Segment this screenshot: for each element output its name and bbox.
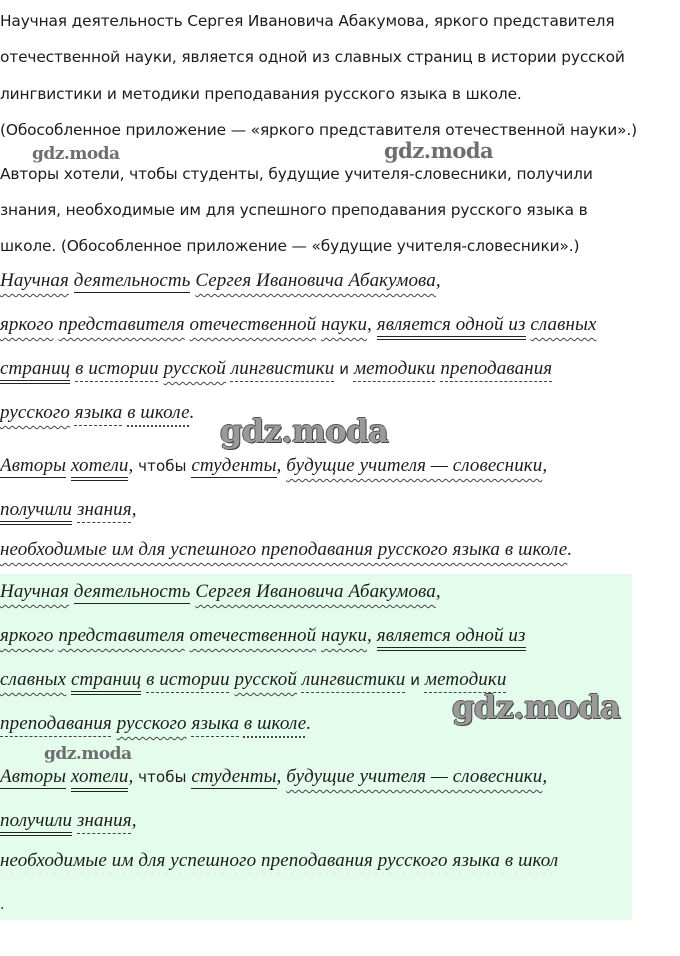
word-attribute: науки (321, 625, 368, 646)
word-subject: Авторы (0, 455, 67, 476)
word-subject: деятельность (73, 581, 191, 602)
word-appositive: будущие учителя — словесники (286, 766, 543, 787)
analysis-line-6 (0, 497, 137, 523)
analysis-line-1 (0, 268, 441, 294)
word-adverbial: в школе (243, 713, 307, 734)
word-conjunction: и (339, 360, 350, 378)
word-object: методики (353, 358, 436, 379)
word-object: лингвистики (301, 669, 406, 690)
word-subject: деятельность (73, 270, 191, 291)
word-predicate: является одной из (377, 314, 526, 340)
word-attribute: русской (234, 669, 297, 690)
word-attribute: Научная (0, 270, 69, 291)
word-attribute: науки (321, 314, 368, 335)
analysis-line-13 (0, 808, 137, 834)
word-object: знания (77, 810, 132, 831)
word-object: преподавания (0, 713, 112, 734)
word-appositive: представителя (58, 314, 185, 335)
word-attribute: русского (116, 713, 187, 734)
punctuation: . (567, 539, 573, 560)
punctuation: , (276, 455, 282, 476)
text-line-7: школе. (Обособленное приложение — «будущие учителя-словесники».) (0, 237, 580, 255)
word-appositive: представителя (58, 625, 185, 646)
watermark-logo: gdz.moda (32, 144, 120, 164)
word-predicate: страниц (0, 358, 70, 384)
analysis-line-2 (0, 312, 597, 338)
analysis-line-9 (0, 623, 526, 649)
punctuation: , (435, 581, 441, 602)
word-object: преподавания (440, 358, 553, 379)
punctuation: . (189, 402, 195, 423)
watermark-logo: gdz.moda (220, 412, 389, 450)
word-attribute: русского (0, 402, 70, 423)
word-attribute: Сергея Ивановича Абакумова (195, 581, 436, 602)
word-predicate: хотели (71, 455, 129, 481)
word-object: знания (77, 499, 132, 520)
analysis-line-4 (0, 400, 194, 426)
analysis-line-14 (0, 848, 632, 874)
word-object: в истории (146, 669, 230, 690)
watermark-logo: gdz.moda (44, 744, 132, 764)
punctuation: , (128, 455, 134, 476)
punctuation: , (367, 314, 372, 335)
text-line-4: (Обособленное приложение — «яркого представителя отечественной науки».) (0, 121, 637, 139)
word-object: лингвистики (230, 358, 335, 379)
text-line-1: Научная деятельность Сергея Ивановича Абакумова, яркого представителя (0, 12, 615, 30)
word-attribute: отечественной (189, 314, 317, 335)
word-object: языка (191, 713, 240, 734)
word-adverbial: в школе (127, 402, 190, 423)
word-attribute: Сергея Ивановича Абакумова (195, 270, 436, 291)
word-predicate: получили (0, 499, 72, 525)
word-predicate: страниц (71, 669, 141, 695)
text-line-5: Авторы хотели, чтобы студенты, будущие учителя-словесники, получили (0, 165, 593, 183)
word-attribute: яркого (0, 625, 54, 646)
analysis-line-7 (0, 537, 572, 563)
analysis-line-5 (0, 453, 547, 479)
word-object: методики (424, 669, 507, 690)
text-line-2: отечественной науки, является одной из славных страниц в истории русской (0, 48, 625, 66)
punctuation: , (367, 625, 372, 646)
punctuation: . (306, 713, 312, 734)
word-attribute: необходимые им для успешного преподавания русского языка в школ (0, 850, 559, 871)
trailing-period: . (0, 897, 5, 913)
punctuation: , (542, 455, 548, 476)
analysis-line-10 (0, 667, 507, 693)
analysis-line-3 (0, 356, 552, 382)
word-attribute: яркого (0, 314, 54, 335)
word-conjunction: и (410, 671, 421, 689)
word-attribute: славных (0, 669, 67, 690)
word-predicate: хотели (71, 766, 129, 792)
punctuation: , (276, 766, 282, 787)
word-predicate: получили (0, 810, 72, 836)
word-subject: студенты (191, 766, 277, 787)
text-line-3: лингвистики и методики преподавания русского языка в школе. (0, 85, 522, 103)
punctuation: , (128, 766, 134, 787)
watermark-logo: gdz.moda (384, 138, 494, 163)
word-conjunction: чтобы (138, 768, 187, 786)
analysis-line-8 (0, 579, 441, 605)
word-subject: студенты (191, 455, 277, 476)
word-object: языка (74, 402, 123, 423)
word-object: в истории (75, 358, 159, 379)
word-conjunction: чтобы (138, 457, 187, 475)
word-appositive: будущие учителя — словесники (286, 455, 543, 476)
word-predicate: является одной из (377, 625, 526, 651)
word-attribute: отечественной (189, 625, 317, 646)
analysis-line-12 (0, 764, 547, 790)
watermark-logo: gdz.moda (452, 688, 621, 726)
punctuation: , (542, 766, 548, 787)
punctuation: , (435, 270, 441, 291)
word-attribute: славных (530, 314, 597, 335)
word-subject: Авторы (0, 766, 67, 787)
word-attribute: необходимые им для успешного преподавания русского языка в школе (0, 539, 568, 560)
word-attribute: русской (163, 358, 226, 379)
punctuation: , (131, 810, 137, 831)
punctuation: , (131, 499, 137, 520)
word-attribute: Научная (0, 581, 69, 602)
text-line-6: знания, необходимые им для успешного преподавания русского языка в (0, 201, 588, 219)
analysis-line-11 (0, 711, 311, 737)
